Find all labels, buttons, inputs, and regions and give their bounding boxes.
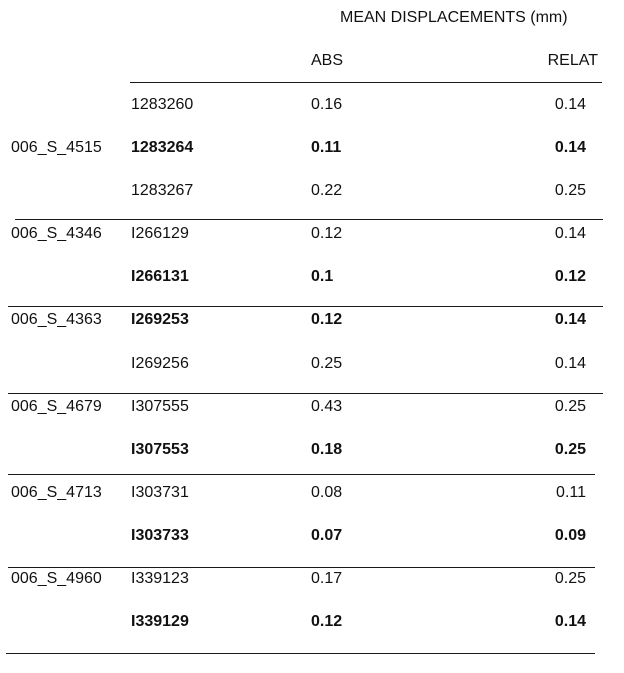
image-id: 1283260 (131, 96, 194, 113)
relat-value: 0.11 (556, 484, 586, 501)
abs-value: 0.12 (311, 225, 343, 242)
image-id: I303731 (131, 484, 189, 501)
image-id: 1283267 (131, 182, 194, 199)
image-id: I266131 (131, 268, 189, 285)
abs-value: 0.25 (311, 355, 343, 372)
abs-value: 0.12 (311, 613, 343, 630)
header-abs: ABS (311, 52, 344, 69)
abs-value: 0.08 (311, 484, 343, 501)
subject-id: 006_S_4960 (11, 570, 102, 587)
abs-value: 0.12 (311, 311, 343, 328)
relat-value: 0.14 (554, 225, 586, 242)
header-relat: RELAT (547, 52, 598, 69)
image-id: 1283264 (131, 139, 194, 156)
subject-id: 006_S_4346 (11, 225, 102, 242)
subject-id: 006_S_4713 (11, 484, 102, 501)
image-id: I307553 (131, 441, 189, 458)
subject-id: 006_S_4363 (11, 311, 102, 328)
abs-value: 0.17 (311, 570, 343, 587)
table-title: MEAN DISPLACEMENTS (mm) (340, 9, 568, 26)
image-id: I339123 (131, 570, 189, 587)
image-id: I339129 (131, 613, 189, 630)
header-rule (130, 82, 602, 83)
abs-value: 0.07 (311, 527, 343, 544)
image-id: I266129 (131, 225, 189, 242)
relat-value: 0.25 (554, 570, 586, 587)
relat-value: 0.09 (554, 527, 586, 544)
abs-value: 0.16 (311, 96, 343, 113)
abs-value: 0.22 (311, 182, 343, 199)
group-separator (8, 474, 595, 475)
image-id: I269253 (131, 311, 189, 328)
relat-value: 0.14 (554, 96, 586, 113)
abs-value: 0.43 (311, 398, 343, 415)
relat-value: 0.14 (554, 613, 586, 630)
group-separator (8, 393, 603, 394)
image-id: I307555 (131, 398, 189, 415)
image-id: I303733 (131, 527, 189, 544)
abs-value: 0.18 (311, 441, 343, 458)
subject-id: 006_S_4515 (11, 139, 102, 156)
relat-value: 0.14 (554, 139, 586, 156)
group-separator (6, 653, 595, 654)
group-separator (8, 306, 603, 307)
abs-value: 0.11 (311, 139, 342, 156)
relat-value: 0.25 (554, 441, 586, 458)
subject-id: 006_S_4679 (11, 398, 102, 415)
relat-value: 0.14 (554, 311, 586, 328)
relat-value: 0.25 (554, 182, 586, 199)
relat-value: 0.14 (554, 355, 586, 372)
group-separator (8, 567, 595, 568)
abs-value: 0.1 (311, 268, 334, 285)
group-separator (15, 219, 603, 220)
relat-value: 0.12 (554, 268, 586, 285)
image-id: I269256 (131, 355, 189, 372)
relat-value: 0.25 (554, 398, 586, 415)
